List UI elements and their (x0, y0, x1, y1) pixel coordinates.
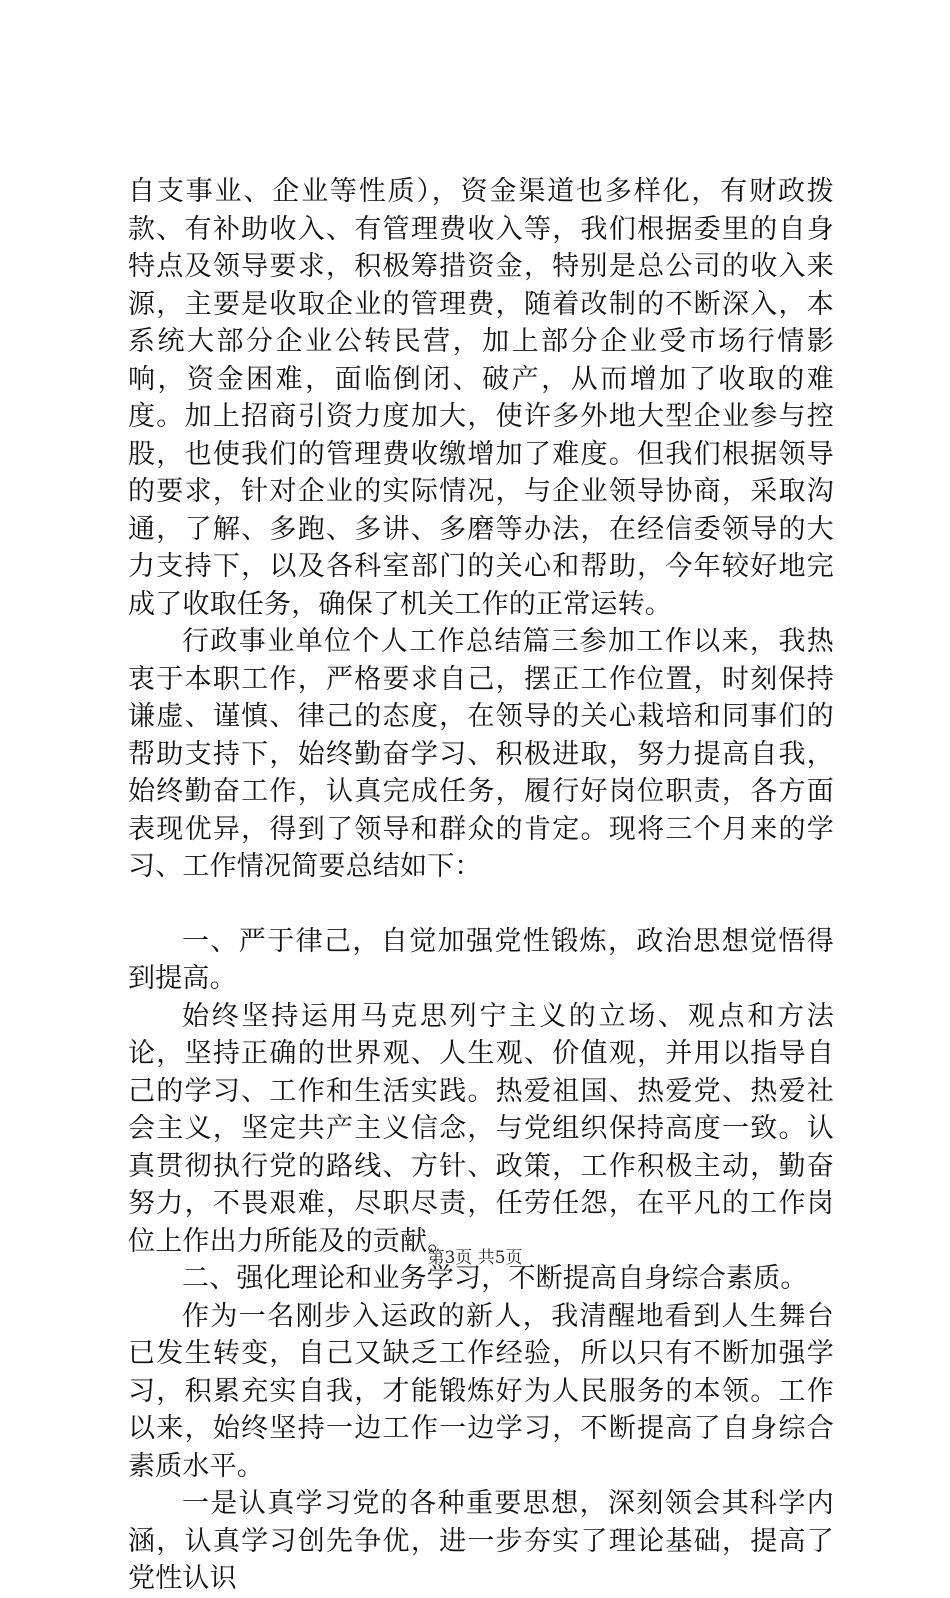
section-heading-1: 一、严于律己，自觉加强党性锻炼，政治思想觉悟得到提高。 (128, 925, 834, 994)
paragraph-4: 作为一名刚步入运政的新人，我清醒地看到人生舞台已发生转变，自己又缺乏工作经验，所以只有不断加强学习，积累充实自我，才能锻炼好为人民服务的本领。工作以来，始终坚持一边工作一边学习，不断提高了自身综合素质水平。 (128, 1300, 834, 1482)
paragraph-spacer (128, 886, 834, 923)
section-heading-2: 二、强化理论和业务学习，不断提高自身综合素质。 (182, 1263, 808, 1294)
paragraph-1: 自支事业、企业等性质），资金渠道也多样化，有财政拨款、有补助收入、有管理费收入等，我们根据委里的自身特点及领导要求，积极筹措资金，特别是总公司的收入来源，主要是收取企业的管理费，随着改制的不断深入，本系统大部分企业公转民营，加上部分企业受市场行情影响，资金困难，面临倒闭、破产，从而增加了收取的难度。加上招商引资力度加大，使许多外地大型企业参与控股，也使我们的管理费收缴增加了难度。但我们根据领导的要求，针对企业的实际情况，与企业领导协商，采取沟通，了解、多跑、多讲、多磨等办法，在经信委领导的大力支持下，以及各科室部门的关心和帮助，今年较好地完成了收取任务，确保了机关工作的正常运转。 (128, 176, 834, 620)
document-body (128, 173, 834, 1598)
paragraph-2: 行政事业单位个人工作总结篇三参加工作以来，我热衷于本职工作，严格要求自己，摆正工作位置，时刻保持谦虚、谨慎、律己的态度，在领导的关心栽培和同事们的帮助支持下，始终勤奋学习、积极进取，努力提高自我，始终勤奋工作，认真完成任务，履行好岗位职责，各方面表现优异，得到了领导和群众的肯定。现将三个月来的学习、工作情况简要总结如下： (128, 626, 834, 882)
page-footer: 第3页 共5页 (427, 1248, 523, 1268)
paragraph-5: 一是认真学习党的各种重要思想，深刻领会其科学内涵，认真学习创先争优，进一步夯实了理论基础，提高了党性认识 (128, 1488, 834, 1594)
paragraph-3: 始终坚持运用马克思列宁主义的立场、观点和方法论，坚持正确的世界观、人生观、价值观，并用以指导自己的学习、工作和生活实践。热爱祖国、热爱党、热爱社会主义，坚定共产主义信念，与党组织保持高度一致。认真贯彻执行党的路线、方针、政策，工作积极主动，勤奋努力，不畏艰难，尽职尽责，任劳任怨，在平凡的工作岗位上作出力所能及的贡献。 (128, 1000, 834, 1257)
